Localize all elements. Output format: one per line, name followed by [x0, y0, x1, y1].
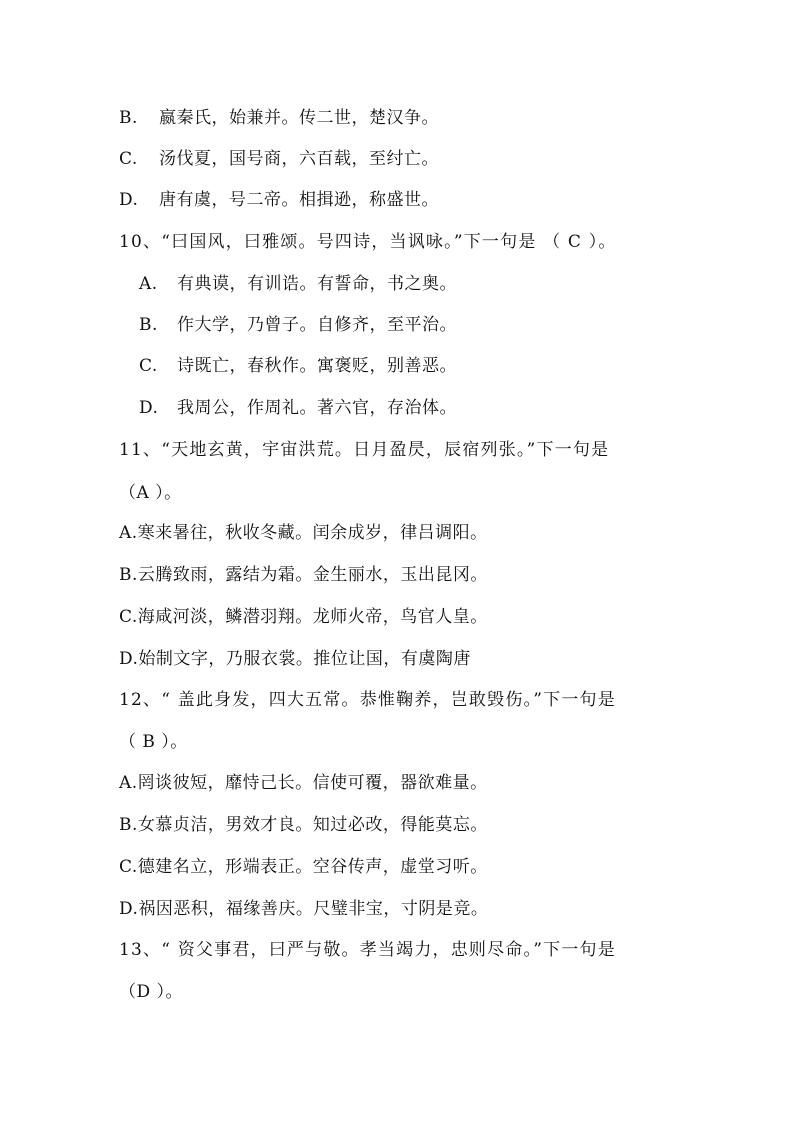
q9-option-c [119, 147, 439, 171]
q10-option-c [139, 354, 457, 378]
option-text: 有典谟，有训诰。有誓命，书之奥。 [177, 274, 457, 294]
option-label: D. [139, 398, 159, 418]
option-label: B. [139, 315, 158, 335]
q11-option-d: D.始制文字，乃服衣裳。推位让国，有虞陶唐 [119, 649, 471, 669]
option-text: 我周公，作周礼。著六官，存治体。 [177, 398, 457, 418]
q10-option-d [139, 396, 457, 420]
q11-option-b: B.云腾致雨，露结为霜。金生丽水，玉出昆冈。 [119, 565, 488, 585]
q12-option-b: B.女慕贞洁，男效才良。知过必改，得能莫忘。 [119, 815, 488, 835]
q11-answer: （A ）。 [119, 483, 182, 503]
q13-answer: （D ）。 [119, 982, 184, 1002]
option-label: C. [119, 149, 138, 169]
q11-option-c: C.海咸河淡，鳞潜羽翔。龙师火帝，鸟官人皇。 [119, 607, 488, 627]
q11-stem: 11、“天地玄黄，宇宙洪荒。日月盈昃，辰宿列张。”下一句是 [119, 440, 610, 460]
q12-stem: 12、“ 盖此身发，四大五常。恭惟鞠养，岂敢毁伤。”下一句是 [119, 690, 616, 710]
option-label: C. [139, 356, 158, 376]
q12-option-d: D.祸因恶积，福缘善庆。尺璧非宝，寸阴是竞。 [119, 899, 489, 919]
option-text: 唐有虞，号二帝。相揖逊，称盛世。 [159, 190, 439, 210]
option-label: B. [119, 108, 138, 128]
q12-answer: （ B ）。 [119, 732, 188, 752]
q11-option-a: A.寒来暑往，秋收冬藏。闰余成岁，律吕调阳。 [119, 523, 488, 543]
q10-stem: 10、“曰国风，曰雅颂。号四诗，当讽咏。”下一句是 （ C ）。 [119, 232, 617, 252]
q9-option-b [119, 106, 439, 130]
option-text: 作大学，乃曾子。自修齐，至平治。 [177, 315, 457, 335]
option-text: 诗既亡，春秋作。寓褒贬，别善恶。 [177, 356, 457, 376]
q13-stem: 13、“ 资父事君，曰严与敬。孝当竭力，忠则尽命。”下一句是 [119, 940, 616, 960]
option-text: 嬴秦氏，始兼并。传二世，楚汉争。 [159, 108, 439, 128]
q10-option-b [139, 313, 457, 337]
option-text: 汤伐夏，国号商，六百载，至纣亡。 [159, 149, 439, 169]
option-label: D. [119, 190, 139, 210]
q12-option-a: A.罔谈彼短，靡恃己长。信使可覆，器欲难量。 [119, 773, 488, 793]
option-label: A. [139, 274, 158, 294]
q9-option-d [119, 188, 439, 212]
q12-option-c: C.德建名立，形端表正。空谷传声，虚堂习听。 [119, 857, 488, 877]
q10-option-a [139, 272, 457, 296]
